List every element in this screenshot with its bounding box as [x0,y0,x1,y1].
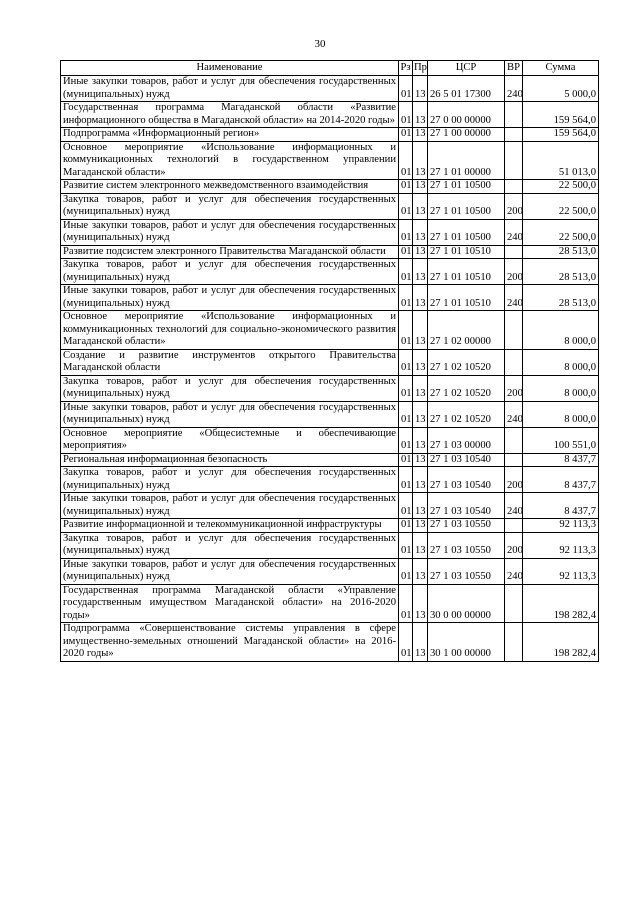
row-sum: 28 513,0 [523,245,599,259]
row-sum: 198 282,4 [523,584,599,623]
row-name: Иные закупки товаров, работ и услуг для обеспечения государственных (муниципальных) нужд [61,558,399,584]
row-rz: 01 [399,532,413,558]
row-sum: 159 564,0 [523,128,599,142]
row-sum: 92 113,3 [523,558,599,584]
row-sum: 8 000,0 [523,311,599,350]
table-row [61,102,599,128]
row-rz: 01 [399,285,413,311]
row-vr [505,519,523,533]
table-row [61,427,599,453]
header-pr: Пр [413,61,428,76]
row-name: Основное мероприятие «Общесистемные и обеспечивающие мероприятия» [61,427,399,453]
row-pr: 13 [413,245,428,259]
row-csr: 27 1 03 10550 [428,519,505,533]
row-csr: 27 1 02 00000 [428,311,505,350]
row-sum: 100 551,0 [523,427,599,453]
row-csr: 27 1 03 10540 [428,467,505,493]
row-vr [505,141,523,180]
row-name: Развитие подсистем электронного Правительства Магаданской области [61,245,399,259]
row-csr: 27 1 03 10540 [428,453,505,467]
row-pr: 13 [413,401,428,427]
row-sum: 28 513,0 [523,285,599,311]
row-name: Иные закупки товаров, работ и услуг для обеспечения государственных (муниципальных) нужд [61,493,399,519]
table-row [61,219,599,245]
row-pr: 13 [413,285,428,311]
row-vr [505,453,523,467]
row-csr: 27 1 03 10550 [428,532,505,558]
row-sum: 8 000,0 [523,401,599,427]
row-name: Государственная программа Магаданской области «Управление государственным имуществом Магаданской области» на 2016-2020 годы» [61,584,399,623]
row-rz: 01 [399,219,413,245]
row-rz: 01 [399,584,413,623]
table-row [61,401,599,427]
row-vr [505,349,523,375]
row-name: Закупка товаров, работ и услуг для обеспечения государственных (муниципальных) нужд [61,193,399,219]
row-rz: 01 [399,623,413,662]
row-rz: 01 [399,180,413,194]
table-row [61,558,599,584]
row-sum: 8 437,7 [523,467,599,493]
row-name: Развитие информационной и телекоммуникационной инфраструктуры [61,519,399,533]
row-rz: 01 [399,558,413,584]
table-row [61,285,599,311]
row-pr: 13 [413,453,428,467]
row-vr: 200 [505,375,523,401]
row-name: Иные закупки товаров, работ и услуг для обеспечения государственных (муниципальных) нужд [61,401,399,427]
row-rz: 01 [399,141,413,180]
row-sum: 8 000,0 [523,375,599,401]
table-row [61,584,599,623]
row-name: Основное мероприятие «Использование информационных и коммуникационных технологий в государственном управлении Магаданской области» [61,141,399,180]
table-row [61,141,599,180]
header-name: Наименование [61,61,399,76]
table-row [61,532,599,558]
table-row [61,519,599,533]
row-name: Иные закупки товаров, работ и услуг для обеспечения государственных (муниципальных) нужд [61,285,399,311]
row-name: Иные закупки товаров, работ и услуг для обеспечения государственных (муниципальных) нужд [61,219,399,245]
row-name: Иные закупки товаров, работ и услуг для обеспечения государственных (муниципальных) нужд [61,76,399,102]
row-vr: 200 [505,467,523,493]
row-vr: 200 [505,193,523,219]
row-vr: 200 [505,532,523,558]
row-csr: 27 1 02 10520 [428,375,505,401]
row-csr: 27 0 00 00000 [428,102,505,128]
table-header-row [61,61,599,76]
row-pr: 13 [413,519,428,533]
row-vr [505,584,523,623]
row-rz: 01 [399,102,413,128]
row-pr: 13 [413,259,428,285]
row-vr: 240 [505,219,523,245]
row-rz: 01 [399,245,413,259]
row-pr: 13 [413,141,428,180]
row-sum: 28 513,0 [523,259,599,285]
header-rz: Рз [399,61,413,76]
row-vr [505,180,523,194]
row-vr: 240 [505,76,523,102]
table-row [61,349,599,375]
row-csr: 27 1 02 10520 [428,349,505,375]
row-csr: 26 5 01 17300 [428,76,505,102]
row-pr: 13 [413,584,428,623]
row-csr: 27 1 00 00000 [428,128,505,142]
row-name: Развитие систем электронного межведомственного взаимодействия [61,180,399,194]
row-pr: 13 [413,180,428,194]
row-name: Создание и развитие инструментов открытого Правительства Магаданской области [61,349,399,375]
row-pr: 13 [413,558,428,584]
row-rz: 01 [399,259,413,285]
table-row [61,623,599,662]
row-pr: 13 [413,467,428,493]
row-name: Закупка товаров, работ и услуг для обеспечения государственных (муниципальных) нужд [61,375,399,401]
header-vr: ВР [505,61,523,76]
row-sum: 92 113,3 [523,532,599,558]
header-sum: Сумма [523,61,599,76]
row-name: Закупка товаров, работ и услуг для обеспечения государственных (муниципальных) нужд [61,467,399,493]
row-pr: 13 [413,102,428,128]
row-rz: 01 [399,519,413,533]
table-row [61,180,599,194]
row-pr: 13 [413,532,428,558]
row-rz: 01 [399,401,413,427]
row-pr: 13 [413,76,428,102]
budget-table [60,60,599,662]
row-name: Закупка товаров, работ и услуг для обеспечения государственных (муниципальных) нужд [61,532,399,558]
row-sum: 22 500,0 [523,180,599,194]
row-csr: 27 1 01 10510 [428,285,505,311]
row-vr: 240 [505,558,523,584]
row-pr: 13 [413,375,428,401]
row-csr: 27 1 01 10500 [428,219,505,245]
table-row [61,193,599,219]
row-csr: 27 1 03 10550 [428,558,505,584]
row-rz: 01 [399,128,413,142]
row-sum: 51 013,0 [523,141,599,180]
page-number: 30 [314,38,326,50]
row-name: Региональная информационная безопасность [61,453,399,467]
row-vr: 240 [505,285,523,311]
table-row [61,128,599,142]
row-vr: 200 [505,259,523,285]
row-sum: 5 000,0 [523,76,599,102]
table-row [61,375,599,401]
row-csr: 27 1 01 10510 [428,245,505,259]
row-sum: 8 000,0 [523,349,599,375]
table-row [61,245,599,259]
row-vr: 240 [505,401,523,427]
row-pr: 13 [413,311,428,350]
row-csr: 30 1 00 00000 [428,623,505,662]
row-rz: 01 [399,311,413,350]
row-vr [505,245,523,259]
row-rz: 01 [399,453,413,467]
row-csr: 27 1 03 00000 [428,427,505,453]
table-body [61,76,599,662]
row-pr: 13 [413,219,428,245]
table-row [61,76,599,102]
row-name: Закупка товаров, работ и услуг для обеспечения государственных (муниципальных) нужд [61,259,399,285]
row-vr [505,311,523,350]
row-pr: 13 [413,623,428,662]
row-csr: 27 1 01 00000 [428,141,505,180]
row-rz: 01 [399,375,413,401]
row-sum: 8 437,7 [523,493,599,519]
row-name: Государственная программа Магаданской области «Развитие информационного общества в Магаданской области» на 2014-2020 годы» [61,102,399,128]
row-pr: 13 [413,493,428,519]
row-rz: 01 [399,427,413,453]
header-csr: ЦСР [428,61,505,76]
table-row [61,467,599,493]
table-row [61,259,599,285]
row-pr: 13 [413,193,428,219]
row-vr [505,623,523,662]
row-sum: 22 500,0 [523,219,599,245]
row-csr: 27 1 01 10500 [428,180,505,194]
row-csr: 27 1 01 10500 [428,193,505,219]
row-name: Подпрограмма «Совершенствование системы управления в сфере имущественно-земельных отношений Магаданской области» на 2016-2020 годы» [61,623,399,662]
row-sum: 22 500,0 [523,193,599,219]
row-rz: 01 [399,193,413,219]
row-rz: 01 [399,493,413,519]
row-csr: 27 1 02 10520 [428,401,505,427]
row-sum: 198 282,4 [523,623,599,662]
row-csr: 27 1 01 10510 [428,259,505,285]
row-pr: 13 [413,349,428,375]
row-rz: 01 [399,349,413,375]
row-sum: 159 564,0 [523,102,599,128]
row-csr: 27 1 03 10540 [428,493,505,519]
row-name: Подпрограмма «Информационный регион» [61,128,399,142]
table-row [61,311,599,350]
row-pr: 13 [413,427,428,453]
row-vr [505,102,523,128]
row-rz: 01 [399,76,413,102]
row-vr: 240 [505,493,523,519]
row-name: Основное мероприятие «Использование информационных и коммуникационных технологий для социально-экономического развития Магаданской области» [61,311,399,350]
table-row [61,453,599,467]
row-csr: 30 0 00 00000 [428,584,505,623]
row-vr [505,427,523,453]
row-sum: 92 113,3 [523,519,599,533]
row-rz: 01 [399,467,413,493]
row-pr: 13 [413,128,428,142]
row-vr [505,128,523,142]
table-row [61,493,599,519]
row-sum: 8 437,7 [523,453,599,467]
